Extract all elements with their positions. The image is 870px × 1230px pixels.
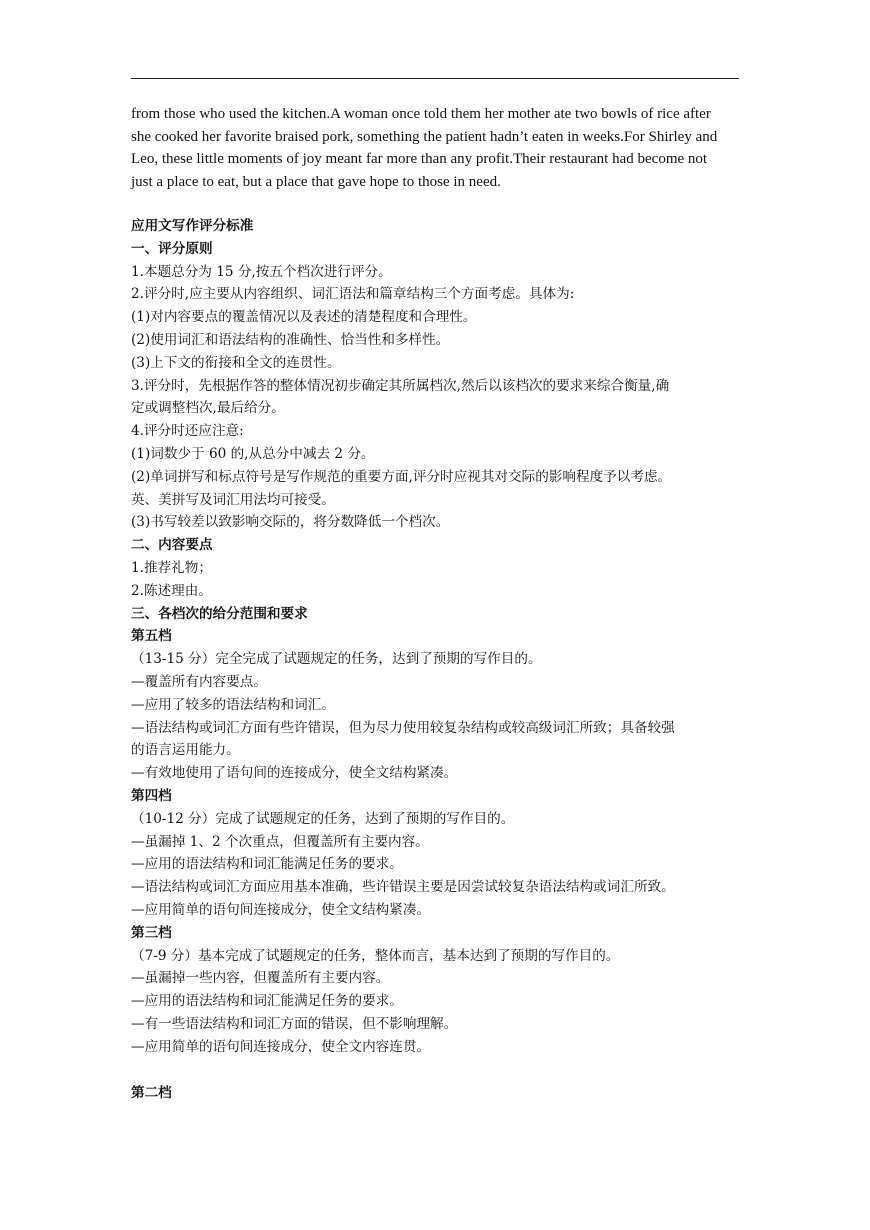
rubric-line: —覆盖所有内容要点。	[131, 673, 267, 690]
rubric-line: 3.评分时，先根据作答的整体情况初步确定其所属档次,然后以该档次的要求来综合衡量,确	[131, 377, 670, 394]
rubric-line: (3)上下文的衔接和全文的连贯性。	[131, 354, 341, 371]
rubric-line: —有效地使用了语句间的连接成分，使全文结构紧凑。	[131, 765, 458, 782]
rubric-line: 英、美拼写及词汇用法均可接受。	[131, 491, 335, 508]
rubric-heading: 三、各档次的给分范围和要求	[131, 605, 308, 622]
rubric-line: (1)词数少于 60 的,从总分中减去 2 分。	[131, 445, 375, 462]
rubric-line: (3)书写较差以致影响交际的，将分数降低一个档次。	[131, 514, 450, 531]
story-line: she cooked her favorite braised pork, something the patient hadn’t eaten in weeks.For Shirley and	[131, 128, 718, 145]
spacer	[131, 1058, 743, 1082]
rubric-line: 1.本题总分为 15 分,按五个档次进行评分。	[131, 263, 392, 280]
rubric-heading: 二、内容要点	[131, 537, 213, 554]
level-two-heading: 第二档	[131, 1085, 172, 1102]
story-line: Leo, these little moments of joy meant far more than any profit.Their restaurant had become not	[131, 151, 708, 167]
rubric-line: —语法结构或词汇方面有些许错误，但为尽力使用较复杂结构或较高级词汇所致；具备较强	[131, 719, 675, 736]
story-paragraph	[131, 103, 743, 193]
rubric-section	[131, 215, 743, 1058]
rubric-line: —有一些语法结构和词汇方面的错误，但不影响理解。	[131, 1015, 458, 1032]
rubric-line: 4.评分时还应注意:	[131, 423, 244, 440]
rubric-line: —虽漏掉 1、2 个次重点，但覆盖所有主要内容。	[131, 833, 429, 850]
rubric-line: 2.陈述理由。	[131, 582, 212, 599]
rubric-line: (2)单词拼写和标点符号是写作规范的重要方面,评分时应视其对交际的影响程度予以考虑。	[131, 468, 672, 485]
story-line: from those who used the kitchen.A woman once told them her mother ate two bowls of rice after	[131, 106, 711, 122]
header-rule	[131, 78, 739, 79]
rubric-line: (1)对内容要点的覆盖情况以及表述的清楚程度和合理性。	[131, 309, 477, 326]
rubric-line: （13-15 分）完全完成了试题规定的任务，达到了预期的写作目的。	[131, 651, 542, 668]
rubric-line: —虽漏掉一些内容，但覆盖所有主要内容。	[131, 970, 390, 987]
rubric-line: —语法结构或词汇方面应用基本准确，些许错误主要是因尝试较复杂语法结构或词汇所致。	[131, 879, 675, 896]
rubric-line: 1.推荐礼物；	[131, 559, 212, 576]
rubric-line: （7-9 分）基本完成了试题规定的任务，整体而言，基本达到了预期的写作目的。	[131, 947, 620, 964]
rubric-heading: 应用文写作评分标准	[131, 218, 254, 234]
rubric-heading: 一、评分原则	[131, 240, 213, 257]
rubric-line: 的语言运用能力。	[131, 742, 240, 759]
spacer	[131, 193, 743, 215]
rubric-line: —应用简单的语句间连接成分，使全文结构紧凑。	[131, 901, 431, 918]
rubric-line: —应用的语法结构和词汇能满足任务的要求。	[131, 993, 403, 1010]
rubric-line: （10-12 分）完成了试题规定的任务，达到了预期的写作目的。	[131, 810, 515, 827]
rubric-heading: 第四档	[131, 787, 172, 804]
rubric-line: —应用的语法结构和词汇能满足任务的要求。	[131, 856, 403, 873]
rubric-line: 定或调整档次,最后给分。	[131, 400, 285, 417]
story-line: just a place to eat, but a place that gave hope to those in need.	[131, 173, 501, 190]
rubric-heading: 第五档	[131, 628, 172, 645]
rubric-line: 2.评分时,应主要从内容组织、词汇语法和篇章结构三个方面考虑。具体为:	[131, 286, 575, 303]
rubric-heading: 第三档	[131, 924, 172, 941]
rubric-line: —应用了较多的语法结构和词汇。	[131, 696, 335, 713]
rubric-line: (2)使用词汇和语法结构的准确性、恰当性和多样性。	[131, 331, 450, 348]
rubric-line: —应用简单的语句间连接成分，使全文内容连贯。	[131, 1038, 431, 1055]
page-content	[131, 103, 743, 1105]
